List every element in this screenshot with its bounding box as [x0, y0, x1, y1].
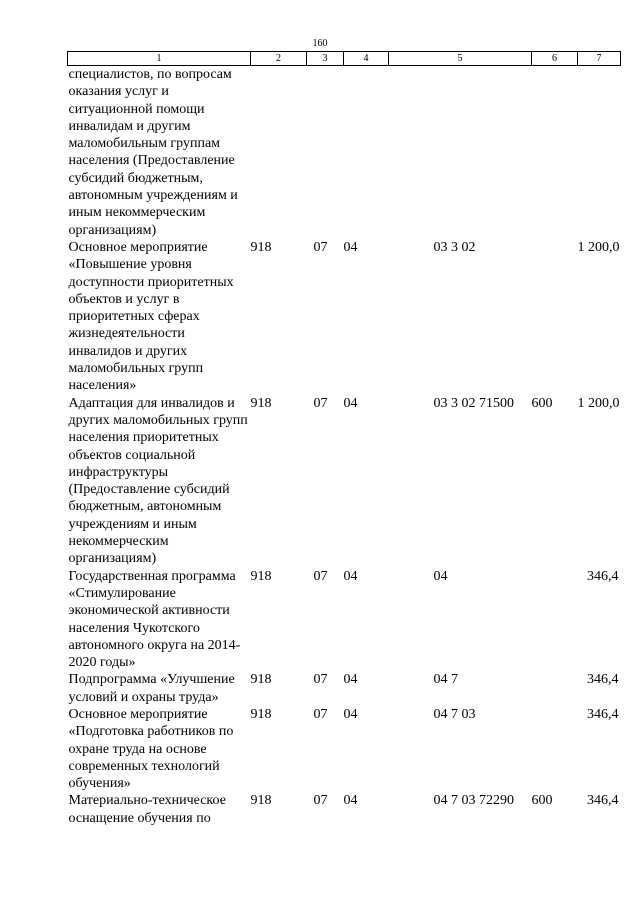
table-body [68, 66, 621, 828]
row-target-article: 04 7 03 72290 [433, 793, 514, 809]
row-section: 07 [313, 793, 328, 809]
row-admin-code: 918 [250, 672, 272, 688]
budget-table [67, 51, 621, 827]
header-col-7: 7 [578, 52, 621, 66]
row-subsection [344, 66, 389, 239]
row-target-article: 03 3 02 71500 [433, 395, 514, 411]
row-amount: 1 200,0 [577, 239, 620, 255]
row-target-article: 04 [433, 568, 448, 584]
row-subsection: 04 [343, 672, 358, 688]
header-col-6: 6 [532, 52, 578, 66]
row-target-article: 04 7 [433, 672, 458, 688]
row-amount [578, 66, 621, 239]
row-section: 07 [313, 672, 328, 688]
row-subsection: 04 [343, 568, 358, 584]
row-section: 07 [313, 395, 328, 411]
row-expense-type [532, 706, 578, 792]
row-section: 07 [313, 706, 328, 722]
row-name: специалистов, по вопросам оказания услуг и ситуационной помощи инвалидам и другим маломобильным группам населения (Предоставление субсидий бюджетным, автономным учреждениям и иным некоммерческим организациям) [68, 67, 238, 238]
row-section: 07 [313, 239, 328, 255]
header-col-5: 5 [389, 52, 532, 66]
row-amount: 346,4 [587, 672, 619, 688]
header-col-2: 2 [251, 52, 307, 66]
row-name: Государственная программа «Стимулирование экономической активности населения Чукотского автономного округа на 2014-2020 годы» [68, 568, 241, 671]
row-subsection: 04 [343, 239, 358, 255]
row-subsection: 04 [343, 793, 358, 809]
row-expense-type [532, 568, 578, 672]
row-admin-code: 918 [250, 239, 272, 255]
row-admin-code: 918 [250, 793, 272, 809]
row-name: Основное мероприятие «Повышение уровня доступности приоритетных объектов и услуг в приоритетных сферах жизнедеятельности инвалидов и других маломобильных групп населения» [68, 239, 234, 394]
row-expense-type: 600 [531, 793, 553, 809]
row-admin-code: 918 [250, 395, 272, 411]
table-row [68, 671, 621, 706]
header-col-3: 3 [307, 52, 344, 66]
row-amount: 346,4 [587, 568, 619, 584]
row-amount: 346,4 [587, 706, 619, 722]
header-col-4: 4 [344, 52, 389, 66]
header-col-1: 1 [68, 52, 251, 66]
table-row [68, 792, 621, 827]
row-name: Подпрограмма «Улучшение условий и охраны труда» [68, 672, 235, 705]
table-row [68, 706, 621, 792]
row-name: Адаптация для инвалидов и других маломобильных групп населения приоритетных объектов социальной инфраструктуры (Предоставление субсидий бюджетным, автономным учреждениям и иным некоммерческим организациям) [68, 395, 248, 567]
row-target-article [389, 66, 532, 239]
row-expense-type [532, 66, 578, 239]
table-row [68, 568, 621, 672]
row-expense-type [532, 239, 578, 395]
row-section: 07 [313, 568, 328, 584]
table-row [68, 239, 621, 395]
table-row [68, 66, 621, 239]
row-admin-code: 918 [250, 706, 272, 722]
header-row [68, 52, 621, 66]
row-name: Материально-техническое оснащение обучения по [68, 793, 226, 826]
row-admin-code [251, 66, 307, 239]
row-amount: 346,4 [587, 793, 619, 809]
row-subsection: 04 [343, 395, 358, 411]
row-section [307, 66, 344, 239]
table-row [68, 395, 621, 568]
row-name: Основное мероприятие «Подготовка работников по охране труда на основе современных технологий обучения» [68, 706, 234, 792]
row-amount: 1 200,0 [577, 395, 620, 411]
row-admin-code: 918 [250, 568, 272, 584]
row-target-article: 04 7 03 [433, 706, 476, 722]
row-expense-type: 600 [531, 395, 553, 411]
page-number: 160 [312, 38, 328, 49]
table-header [68, 52, 621, 66]
row-subsection: 04 [343, 706, 358, 722]
row-target-article: 03 3 02 [433, 239, 476, 255]
row-expense-type [532, 671, 578, 706]
